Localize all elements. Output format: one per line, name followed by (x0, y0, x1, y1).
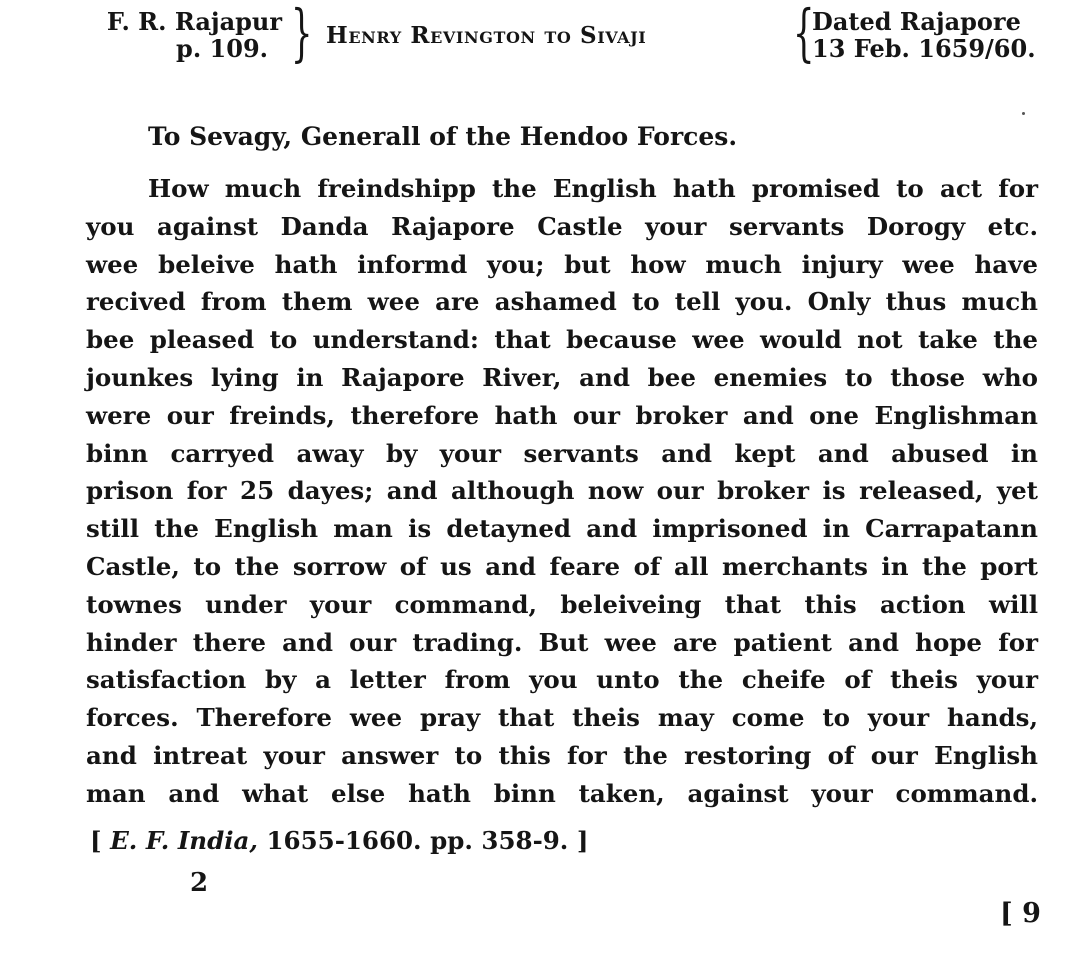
date-reference-line-2: 13 Feb. 1659/60. (812, 34, 1036, 63)
right-brace: { (792, 0, 815, 69)
source-reference-left (86, 8, 282, 62)
letter-body (86, 170, 1038, 813)
body-line: wee beleive hath informd you; but how much injury wee have (86, 249, 1038, 279)
body-line: binn carryed away by your servants and kept and abused in (86, 438, 1038, 468)
body-line: How much freindshipp the English hath promised to act for (148, 174, 1038, 203)
salutation: To Sevagy, Generall of the Hendoo Forces. (148, 122, 738, 151)
body-line: prison for 25 dayes; and although now our broker is released, yet (86, 476, 1038, 506)
body-line: jounkes lying in Rajapore River, and bee enemies to those who (86, 362, 1038, 392)
letter-title: Henry Revington to Sivaji (326, 22, 647, 49)
body-line: you against Danda Rajapore Castle your servants Dorogy etc. (86, 211, 1038, 241)
citation-details: 1655-1660. pp. 358-9. (266, 826, 569, 855)
date-reference (812, 8, 1036, 62)
corner-page-mark: [ 9 (1000, 898, 1041, 929)
body-line: recived from them wee are ashamed to tell you. Only thus much (86, 287, 1038, 317)
body-line: man and what else hath binn taken, against your command. (86, 778, 1038, 808)
source-citation (90, 826, 588, 855)
body-line: satisfaction by a letter from you unto the cheife of theis your (86, 665, 1038, 695)
stray-mark (1022, 112, 1025, 115)
source-reference-line-2: p. 109. (176, 34, 268, 63)
body-line: bee pleased to understand: that because wee would not take the (86, 325, 1038, 355)
body-line: hinder there and our trading. But wee are patient and hope for (86, 627, 1038, 657)
body-line: townes under your command, beleiveing that this action will (86, 589, 1038, 619)
citation-source: E. F. India, (110, 826, 258, 855)
body-line: were our freinds, therefore hath our broker and one Englishman (86, 400, 1038, 430)
date-reference-line-1: Dated Rajapore (812, 7, 1021, 36)
citation-close-bracket: ] (576, 826, 589, 855)
source-reference-line-1: F. R. Rajapur (106, 7, 282, 36)
citation-open-bracket: [ (90, 826, 102, 855)
body-line: and intreat your answer to this for the restoring of our English (86, 740, 1038, 770)
body-line: Castle, to the sorrow of us and feare of all merchants in the port (86, 551, 1038, 581)
body-line: still the English man is detayned and imprisoned in Carrapatann (86, 514, 1038, 544)
page-number: 2 (190, 868, 209, 898)
left-brace: } (290, 0, 313, 69)
letter-header (86, 0, 1046, 72)
body-line: forces. Therefore wee pray that theis may come to your hands, (86, 703, 1038, 733)
